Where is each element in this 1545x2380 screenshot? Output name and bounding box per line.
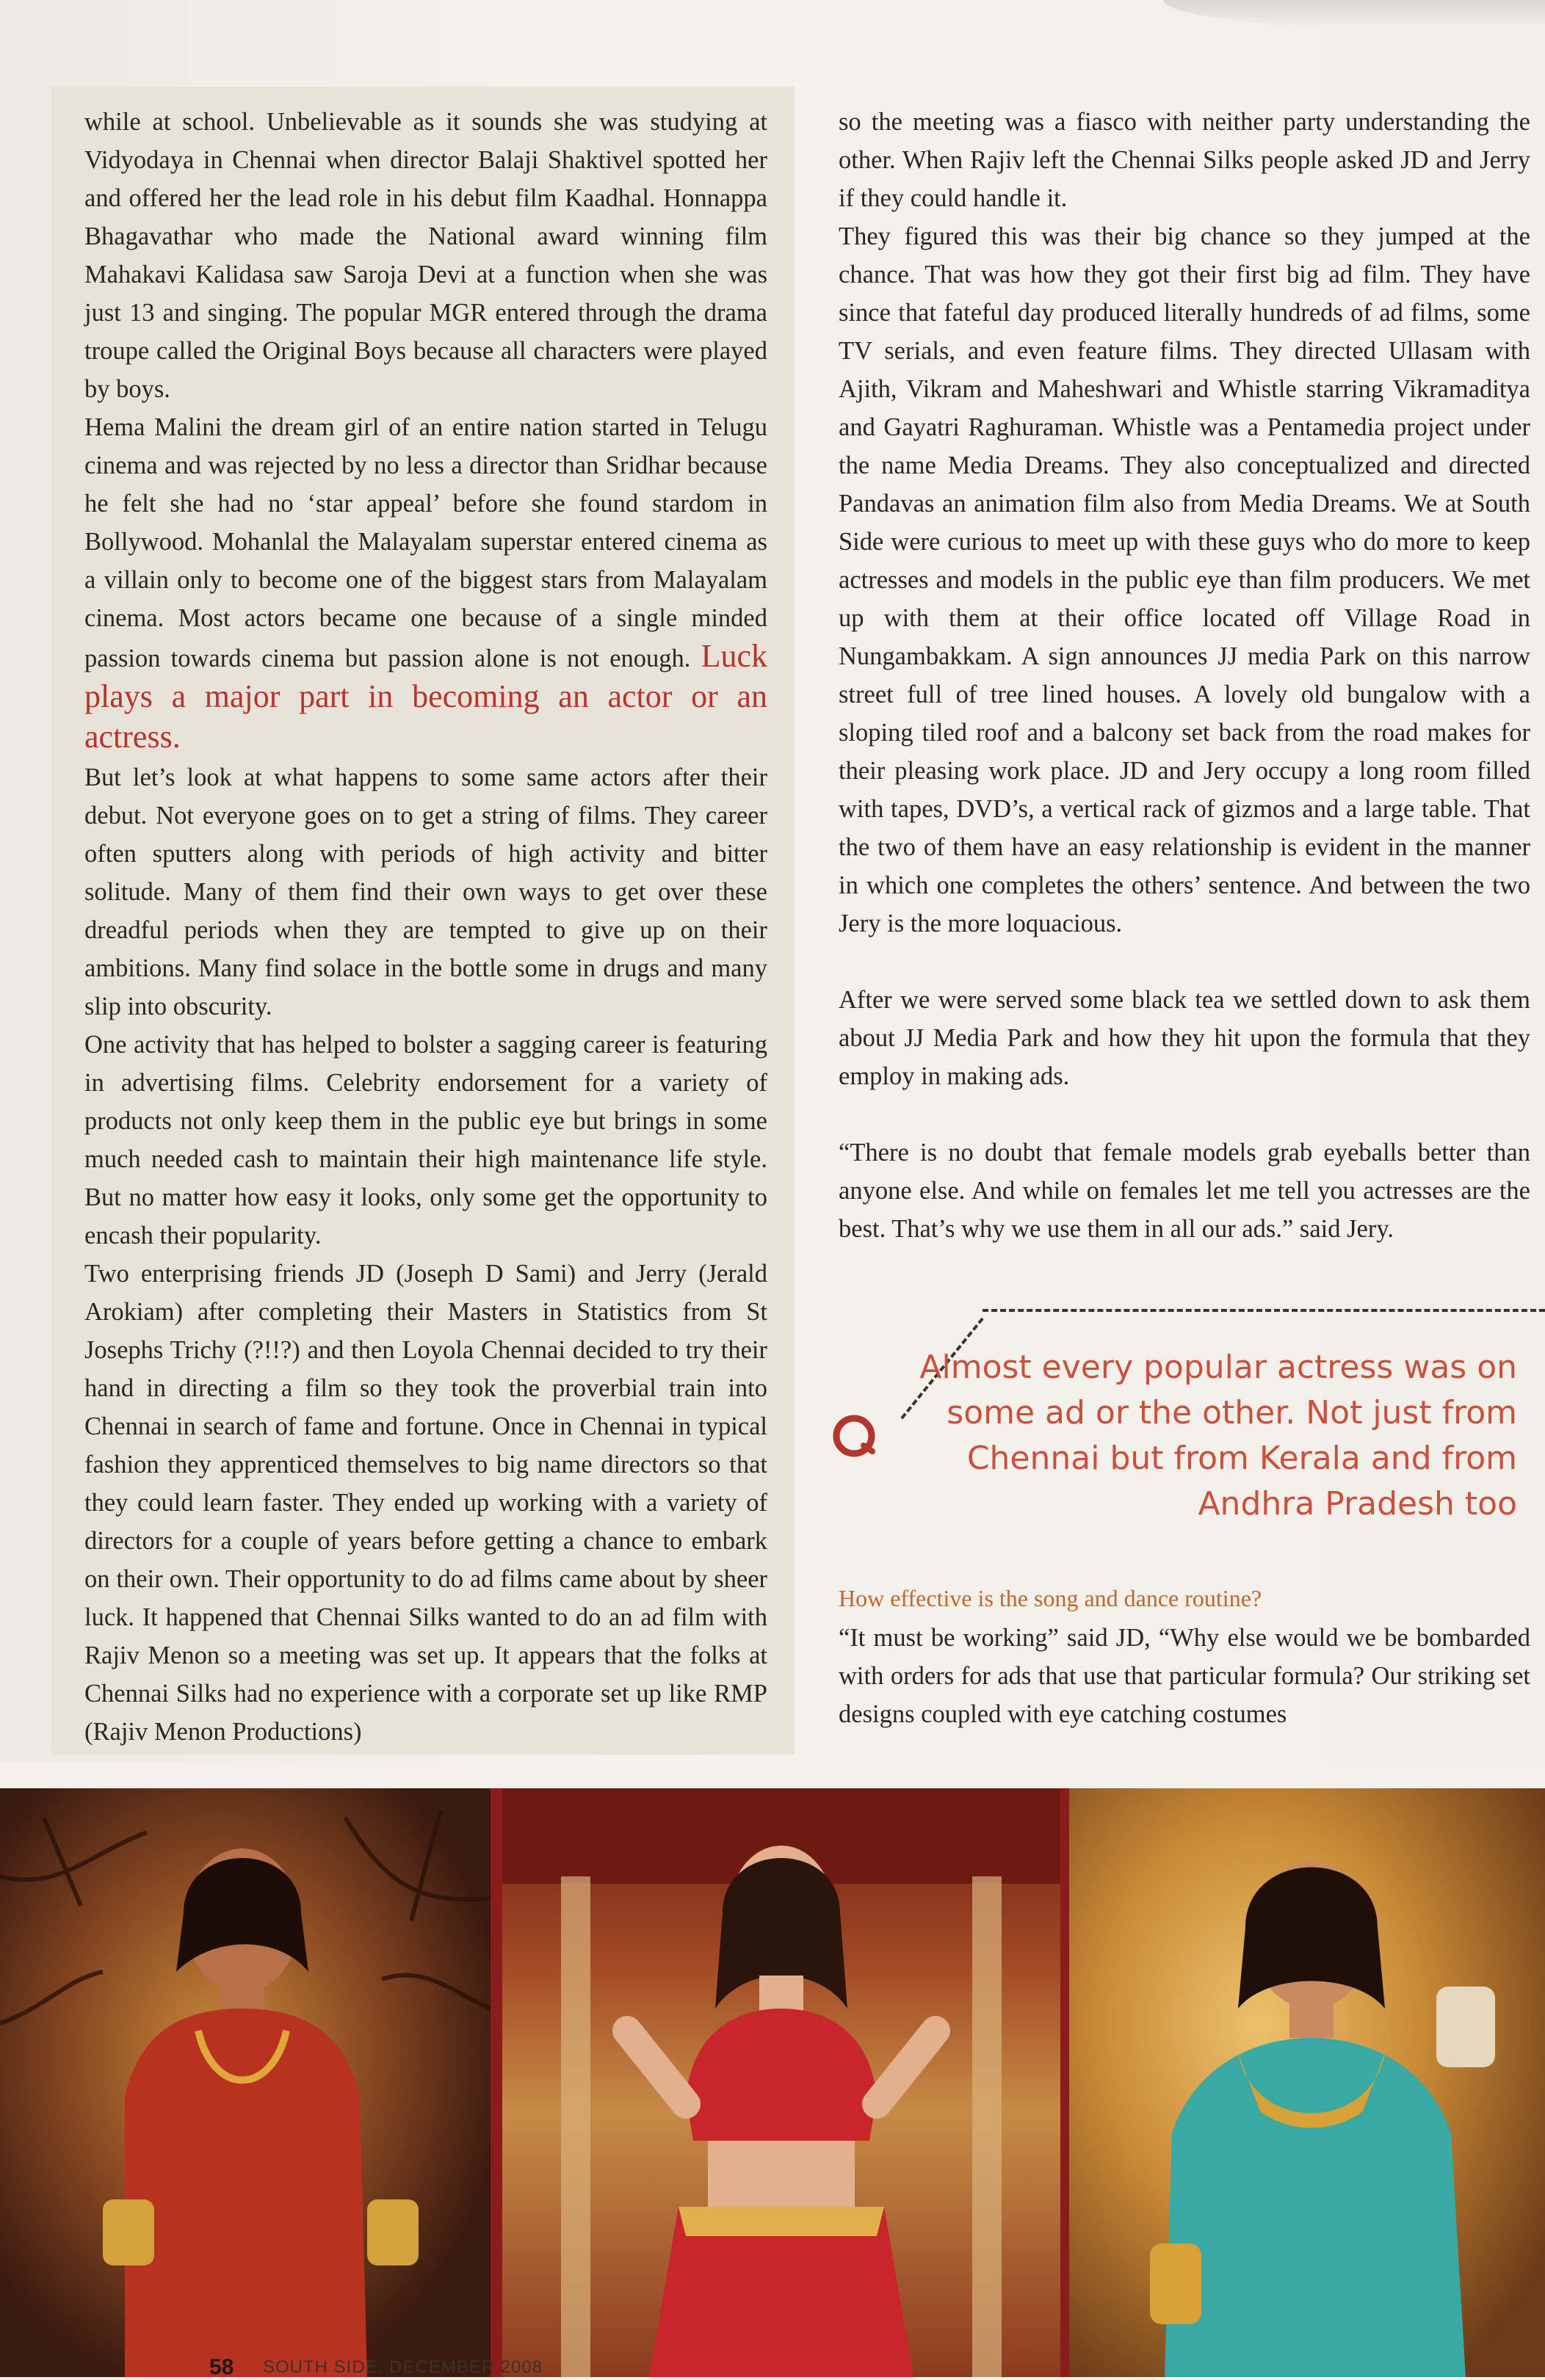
left-paragraph-5: Two enterprising friends JD (Joseph D Sami) and Jerry (Jerald Arokiam) after completing their Masters in Statistics from St Josephs Trichy (?!!?) and then Loyola Chennai decided to try their hand in directing a film so they took the proverbial train into Chennai in search of fame and fortune. Once in Chennai in typical fashion they apprenticed themselves to big name directors so that they could learn faster. They ended up working with a variety of directors for a couple of years before getting a chance to embark on their own. Their opportunity to do ad films came about by sheer luck. It happened that Chennai Silks wanted to do an ad film with Rajiv Menon so a meeting was set up. It appears that the folks at Chennai Silks had no experience with a corporate set up like RMP (Rajiv Menon Productions) (84, 1260, 767, 1746)
actress-2-illustration (502, 1788, 1060, 2377)
actress-3-illustration (1069, 1788, 1545, 2377)
paragraph-gap (839, 943, 1530, 981)
actress-1-illustration (0, 1788, 491, 2377)
photo-actress-3 (1069, 1788, 1545, 2377)
right-paragraph-2: They figured this was their big chance so they jumped at the chance. That was how they got their first big ad film. They have since that fateful day produced literally hundreds of ad films, some TV serials, and even feature films. They directed Ullasam with Ajith, Vikram and Maheshwari and Whistle starring Vikramaditya and Gayatri Raghuraman. Whistle was a Pentamedia project under the name Media Dreams. They also conceptualized and directed Pandavas an animation film also from Media Dreams. We at South Side were curious to meet up with these guys who do more to keep actresses and models in the public eye than film producers. We met up with them at their office located off Village Road in Nungambakkam. A sign announces JJ media Park on this narrow street full of tree lined houses. A lovely old bungalow with a sloping tiled roof and a balcony set back from the road makes for their pleasing work place. JD and Jery occupy a long room filled with tapes, DVD’s, a vertical rack of gizmos and a large table. That the two of them have an easy relationship is evident in the manner in which one completes the others’ sentence. And between the two Jery is the more loquacious. (839, 222, 1530, 937)
paragraph-gap (839, 1095, 1530, 1133)
inline-pullquote: Luck plays a major part in becoming an actor or an actress. (84, 638, 767, 755)
section-subhead: How effective is the song and dance routine? (839, 1585, 1262, 1611)
right-tail-paragraph: “It must be working” said JD, “Why else would we be bombarded with orders for ads that use that particular formula? Our striking set designs coupled with eye catching costumes (839, 1624, 1530, 1728)
photo-strip (0, 1788, 1545, 2377)
right-paragraph-3: After we were served some black tea we settled down to ask them about JJ Media Park and how they hit upon the formula that they employ in making ads. (839, 986, 1530, 1090)
callout-quote: Almost every popular actress was on some ad or the other. Not just from Chennai but from Kerala and from Andhra Pradesh too (919, 1349, 1517, 1523)
left-paragraph-4: One activity that has helped to bolster a sagging career is featuring in advertising films. Celebrity endorsement for a variety of products not only keep them in the public eye but brings in some much needed cash to maintain their high maintenance life style. But no matter how easy it looks, only some get the opportunity to encash their popularity. (84, 1031, 767, 1249)
photo-actress-2 (502, 1788, 1060, 2377)
left-paragraph-3: But let’s look at what happens to some same actors after their debut. Not everyone goes on to get a string of films. They career often sputters along with periods of high activity and bitter solitude. Many of them find their own ways to get over these dreadful periods when they are tempted to give up on their ambitions. Many find solace in the bottle some in drugs and many slip into obscurity. (84, 763, 767, 1020)
left-paragraph-1: while at school. Unbelievable as it sounds she was studying at Vidyodaya in Chennai when director Balaji Shaktivel spotted her and offered her the lead role in his debut film Kaadhal. Honnappa Bhagavathar who made the National award winning film Mahakavi Kalidasa saw Saroja Devi at a function when she was just 13 and singing. The popular MGR entered through the drama troupe called the Original Boys because all characters were played by boys. (84, 108, 767, 403)
quote-circle-icon (831, 1413, 877, 1459)
right-paragraph-4: “There is no doubt that female models grab eyeballs better than anyone else. And while on females let me tell you actresses are the best. That’s why we use them in all our ads.” said Jery. (839, 1139, 1530, 1243)
right-column-text (839, 103, 1530, 1248)
left-paragraph-2 (84, 408, 767, 758)
page-number: 58 (209, 2355, 234, 2379)
photo-actress-1 (0, 1788, 491, 2377)
publication-line: SOUTH SIDE, DECEMBER 2008 (263, 2357, 543, 2377)
callout-dashed-rule (983, 1309, 1545, 1312)
left-column-text (84, 103, 767, 1751)
right-paragraph-1: so the meeting was a fiasco with neither party understanding the other. When Rajiv left the Chennai Silks people asked JD and Jerry if they could handle it. (839, 108, 1530, 212)
left-paragraph-2-text: Hema Malini the dream girl of an entire nation started in Telugu cinema and was rejected by no less a director than Sridhar because he felt she had no ‘star appeal’ before she found stardom in Bollywood. Mohanlal the Malayalam superstar entered cinema as a villain only to become one of the biggest stars from Malayalam cinema. Most actors became one because of a single minded passion towards cinema but passion alone is not enough. (84, 413, 767, 672)
